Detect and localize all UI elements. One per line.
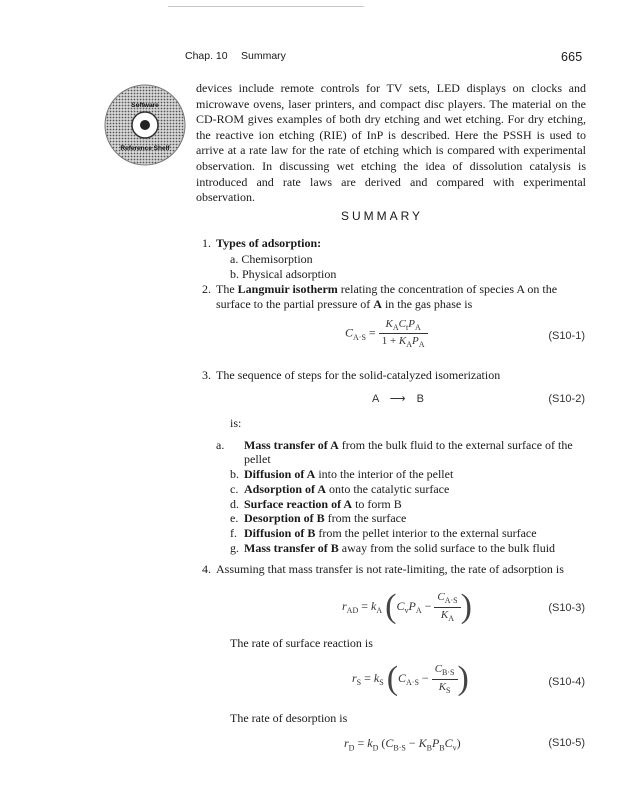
equation-number: (S10-3) [548, 602, 585, 614]
item-number: 2. [202, 282, 211, 296]
step-a [216, 438, 600, 466]
step-text: from the pellet interior to the external surface [315, 526, 537, 540]
step-text: into the interior of the pellet [315, 467, 454, 481]
equation-number: (S10-5) [548, 737, 585, 749]
step-text: from the bulk fluid to the external surface of the pellet [244, 438, 573, 466]
equation-number: (S10-2) [548, 393, 585, 405]
item-text: The sequence of steps for the solid-catalyzed isomerization [216, 368, 501, 382]
species-a: A [373, 297, 382, 311]
summary-item-2 [202, 282, 588, 312]
step-letter: a. [216, 438, 225, 452]
step-bold: Diffusion of B [244, 526, 316, 540]
summary-heading: SUMMARY [340, 209, 424, 223]
step-c [230, 482, 590, 496]
item-number: 3. [202, 368, 211, 382]
step-bold: Surface reaction of A [244, 497, 353, 511]
adsorption-type-a: a. Chemisorption [230, 252, 313, 266]
step-f [230, 526, 590, 540]
equation-s10-5: $r_D = k_D$ $(C_{B\cdot S} - K_BP_BC_v)$ [344, 736, 461, 753]
step-bold: Mass transfer of B [244, 541, 339, 555]
step-letter: g. [230, 541, 239, 555]
item-heading: Types of adsorption: [216, 236, 322, 250]
equation-s10-3: $r_{AD} = k_A$ ($C_vP_A$ − $\frac{C_{A\cdot S}}{K_A}$ ) [342, 588, 472, 625]
cd-icon-top-label: Software [131, 102, 159, 109]
step-bold: Adsorption of A [244, 482, 327, 496]
reaction-arrow: ⟶ [389, 393, 406, 405]
step-bold: Mass transfer of A [244, 438, 339, 452]
step-letter: f. [230, 526, 237, 540]
desorption-text: The rate of desorption is [230, 711, 348, 725]
intro-paragraph: devices include remote controls for TV sets, LED displays on clocks and microwave ovens, laser printers, and compact disc players. The material on the CD-ROM gives examples of both dry etching and wet etching. For dry etching, the reactive ion etching (RIE) of InP is described. Here the PSSH is used to arrive at a rate law for the rate of etching which is compared with experimental observation. In discussing wet etching the idea of dissolution catalysis is introduced and rate laws are derived and compared with experimental observation. [196, 81, 586, 205]
is-label: is: [230, 416, 242, 430]
equation-number: (S10-4) [548, 676, 585, 688]
step-text: onto the catalytic surface [326, 482, 450, 496]
langmuir-isotherm-term: Langmuir isotherm [237, 282, 338, 296]
top-rule [168, 6, 364, 7]
step-letter: b. [230, 467, 239, 481]
item-number: 1. [202, 236, 211, 250]
surface-reaction-text: The rate of surface reaction is [230, 636, 373, 650]
item-text-end: in the gas phase is [381, 297, 473, 311]
step-b [230, 467, 590, 481]
step-letter: d. [230, 497, 239, 511]
step-letter: c. [230, 482, 239, 496]
page-number: 665 [561, 50, 583, 64]
equation-s10-4: $r_S = k_S$ ($C_{A\cdot S}$ − $\frac{C_{B\cdot S}}{K_S}$ ) [352, 660, 469, 697]
item-text: relating the concentration of species A on the surface to the partial pressure of [216, 282, 558, 311]
step-d [230, 497, 590, 511]
product: B [416, 393, 424, 405]
section-label: Summary [241, 50, 286, 62]
step-text: away from the solid surface to the bulk fluid [338, 541, 556, 555]
summary-item-3 [202, 368, 588, 382]
step-letter: e. [230, 511, 239, 525]
summary-item-4 [202, 562, 588, 576]
step-bold: Diffusion of A [244, 467, 316, 481]
step-g [230, 541, 590, 555]
item-text: Assuming that mass transfer is not rate-limiting, the rate of adsorption is [216, 562, 564, 576]
step-text: from the surface [324, 511, 407, 525]
equation-number: (S10-1) [548, 330, 585, 342]
step-bold: Desorption of B [244, 511, 325, 525]
item-number: 4. [202, 562, 211, 576]
item-text-pre: The [216, 282, 238, 296]
chapter-label: Chap. 10 [185, 50, 228, 62]
adsorption-type-b: b. Physical adsorption [230, 267, 337, 281]
step-e [230, 511, 590, 525]
step-text: to form B [352, 497, 402, 511]
cd-icon-bottom-label: Reference Shelf [120, 145, 170, 152]
summary-item-1 [202, 236, 588, 250]
isomerization-reaction [372, 392, 424, 405]
equation-s10-1: $C_{A\cdot S}$ = $\frac{K_AC_tP_A}{1 + K_AP_A}$ [345, 318, 428, 349]
cd-rom-icon [103, 80, 191, 170]
reactant: A [372, 393, 379, 405]
